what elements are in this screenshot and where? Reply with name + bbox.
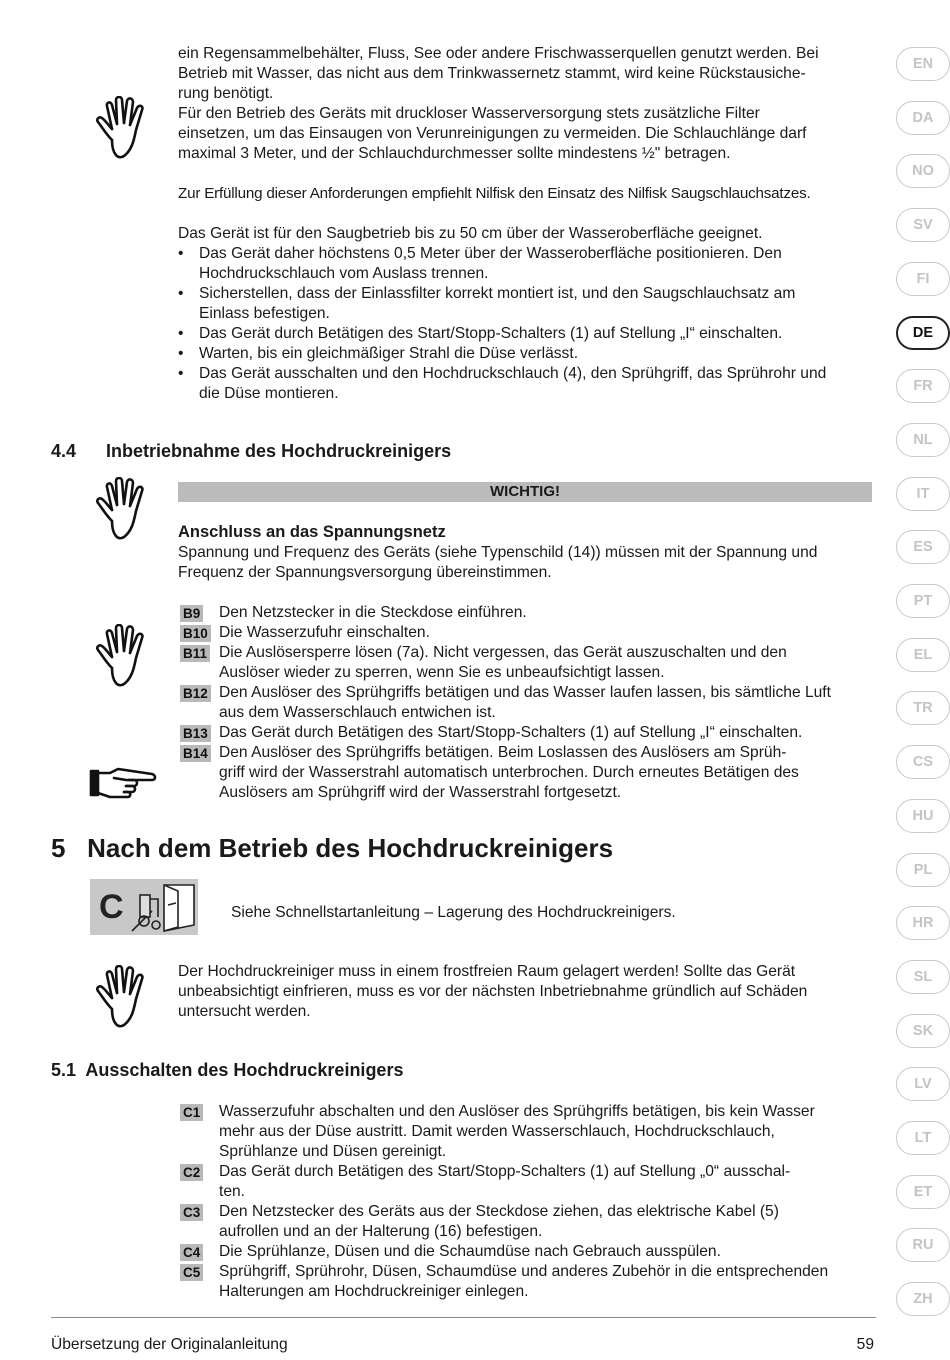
hand-icon: [94, 624, 154, 690]
language-tab-tr[interactable]: TR: [896, 691, 950, 725]
warning-line: untersucht werden.: [178, 1003, 311, 1020]
step-text: ten.: [219, 1183, 246, 1200]
step-text: Auslöser wieder zu sperren, wenn Sie es unbeaufsichtigt lassen.: [219, 664, 665, 681]
step-text: Den Netzstecker des Geräts aus der Steckdose ziehen, das elektrische Kabel (5): [219, 1203, 779, 1220]
language-tab-hu[interactable]: HU: [896, 799, 950, 833]
language-tab-no[interactable]: NO: [896, 154, 950, 188]
step-code: B9: [180, 605, 203, 622]
step-code: C5: [180, 1264, 203, 1281]
step-text: Die Sprühlanze, Düsen und die Schaumdüse nach Gebrauch ausspülen.: [219, 1243, 721, 1260]
step-code: B12: [180, 685, 211, 702]
step-item: [178, 683, 878, 723]
step-code: C2: [180, 1164, 203, 1181]
step-item: [178, 1202, 878, 1242]
language-tab-nl[interactable]: NL: [896, 423, 950, 457]
list-item-text: Das Gerät ausschalten und den Hochdruckschlauch (4), den Sprühgriff, das Sprührohr und: [199, 365, 827, 382]
language-tab-el[interactable]: EL: [896, 638, 950, 672]
intro-line: maximal 3 Meter, und der Schlauchdurchmesser sollte mindestens ½" betragen.: [178, 145, 731, 162]
language-tab-fr[interactable]: FR: [896, 369, 950, 403]
language-tab-da[interactable]: DA: [896, 101, 950, 135]
step-item: [178, 643, 878, 683]
step-text: Den Auslöser des Sprühgriffs betätigen und das Wasser laufen lassen, bis sämtliche Luft: [219, 684, 831, 701]
bullet-marker: •: [178, 245, 184, 262]
pointing-hand-icon: [88, 766, 158, 800]
language-tab-sl[interactable]: SL: [896, 960, 950, 994]
step-code: C1: [180, 1104, 203, 1121]
step-item: [178, 743, 878, 803]
step-item: [178, 1102, 878, 1162]
language-tab-de[interactable]: DE: [896, 316, 950, 350]
step-code: B14: [180, 745, 211, 762]
bullet-marker: •: [178, 325, 184, 342]
step-text: Die Wasserzufuhr einschalten.: [219, 624, 430, 641]
step-item: [178, 623, 878, 643]
intro-line: Betrieb mit Wasser, das nicht aus dem Trinkwassernetz stammt, wird keine Rückstausiche-: [178, 65, 806, 82]
footer-text: Übersetzung der Originalanleitung: [51, 1336, 288, 1353]
step-text: griff wird der Wasserstrahl automatisch unterbrochen. Durch erneutes Betätigen des: [219, 764, 799, 781]
bullet-marker: •: [178, 365, 184, 382]
warning-line: Der Hochdruckreiniger muss in einem frostfreien Raum gelagert werden! Sollte das Gerät: [178, 963, 796, 980]
hand-icon: [94, 477, 154, 543]
language-tab-es[interactable]: ES: [896, 530, 950, 564]
step-code: B13: [180, 725, 211, 742]
language-tab-en[interactable]: EN: [896, 47, 950, 81]
storage-illustration: [130, 881, 196, 933]
quickstart-storage-icon: [90, 879, 198, 935]
step-text: aus dem Wasserschlauch entwichen ist.: [219, 704, 496, 721]
step-item: [178, 1162, 878, 1202]
list-item: [178, 364, 878, 404]
step-text: Den Netzstecker in die Steckdose einführen.: [219, 604, 527, 621]
intro-line: Für den Betrieb des Geräts mit druckloser Wasserversorgung stets zusätzliche Filter: [178, 105, 760, 122]
step-text: Auslösers am Sprühgriff wird der Wasserstrahl fortgesetzt.: [219, 784, 622, 801]
language-tab-zh[interactable]: ZH: [896, 1282, 950, 1316]
step-code: C3: [180, 1204, 203, 1221]
step-text: Wasserzufuhr abschalten und den Auslöser des Sprühgriffs betätigen, bis kein Wasser: [219, 1103, 815, 1120]
list-item: [178, 344, 878, 364]
step-text: Halterungen am Hochdruckreiniger einlegen.: [219, 1283, 529, 1300]
step-text: mehr aus der Düse austritt. Damit werden Wasserschlauch, Hochdruckschlauch,: [219, 1123, 775, 1140]
section-heading: 5.1 Ausschalten des Hochdruckreinigers: [51, 1060, 404, 1080]
step-text: aufrollen und an der Halterung (16) befestigen.: [219, 1223, 543, 1240]
list-item-text: die Düse montieren.: [199, 385, 339, 402]
step-text: Sprühgriff, Sprührohr, Düsen, Schaumdüse und anderes Zubehör in die entsprechenden: [219, 1263, 829, 1280]
language-tab-lt[interactable]: LT: [896, 1121, 950, 1155]
step-code: C4: [180, 1244, 203, 1261]
language-tab-lv[interactable]: LV: [896, 1067, 950, 1101]
step-code: B11: [180, 645, 210, 662]
step-text: Sprühlanze und Düsen gereinigt.: [219, 1143, 447, 1160]
bullet-marker: •: [178, 285, 184, 302]
list-item-text: Einlass befestigen.: [199, 305, 330, 322]
page-number: 59: [856, 1336, 874, 1353]
footer-divider: [51, 1317, 876, 1318]
body-line: Spannung und Frequenz des Geräts (siehe Typenschild (14)) müssen mit der Spannung und: [178, 544, 818, 561]
step-text: Die Auslösersperre lösen (7a). Nicht vergessen, das Gerät auszuschalten und den: [219, 644, 787, 661]
subheading: Anschluss an das Spannungsnetz: [178, 523, 446, 541]
list-item-text: Warten, bis ein gleichmäßiger Strahl die Düse verlässt.: [199, 345, 579, 362]
list-item: [178, 284, 878, 324]
list-item-text: Hochdruckschlauch vom Auslass trennen.: [199, 265, 489, 282]
step-text: Das Gerät durch Betätigen des Start/Stopp-Schalters (1) auf Stellung „0“ ausschal-: [219, 1163, 791, 1180]
recommendation-text: Zur Erfüllung dieser Anforderungen empfiehlt Nilfisk den Einsatz des Nilfisk Saugschlauchsatzes.: [178, 185, 811, 202]
section-heading: 4.4 Inbetriebnahme des Hochdruckreinigers: [51, 441, 452, 461]
quickstart-letter: C: [99, 888, 124, 926]
language-tab-pt[interactable]: PT: [896, 584, 950, 618]
important-banner: WICHTIG!: [178, 482, 872, 502]
language-tab-sk[interactable]: SK: [896, 1014, 950, 1048]
language-tab-hr[interactable]: HR: [896, 906, 950, 940]
quickstart-text: Siehe Schnellstartanleitung – Lagerung des Hochdruckreinigers.: [231, 904, 676, 921]
language-tab-it[interactable]: IT: [896, 477, 950, 511]
step-text: Das Gerät durch Betätigen des Start/Stopp-Schalters (1) auf Stellung „I“ einschalten.: [219, 724, 803, 741]
language-tab-sv[interactable]: SV: [896, 208, 950, 242]
language-tab-pl[interactable]: PL: [896, 853, 950, 887]
step-item: [178, 1262, 878, 1302]
language-tab-ru[interactable]: RU: [896, 1228, 950, 1262]
list-item-text: Das Gerät durch Betätigen des Start/Stopp-Schalters (1) auf Stellung „I“ einschalten.: [199, 325, 783, 342]
step-code: B10: [180, 625, 211, 642]
intro-line: ein Regensammelbehälter, Fluss, See oder andere Frischwasserquellen genutzt werden. Bei: [178, 45, 819, 62]
language-tab-et[interactable]: ET: [896, 1175, 950, 1209]
language-tab-fi[interactable]: FI: [896, 262, 950, 296]
intro-line: einsetzen, um das Einsaugen von Verunreinigungen zu vermeiden. Die Schlauchlänge darf: [178, 125, 807, 142]
list-item: [178, 324, 878, 344]
list-item-text: Das Gerät daher höchstens 0,5 Meter über der Wasseroberfläche positionieren. Den: [199, 245, 782, 262]
list-item: [178, 244, 878, 284]
language-tab-cs[interactable]: CS: [896, 745, 950, 779]
bullet-marker: •: [178, 345, 184, 362]
warning-line: unbeabsichtigt einfrieren, muss es vor der nächsten Inbetriebnahme gründlich auf Schäden: [178, 983, 808, 1000]
body-line: Frequenz der Spannungsversorgung übereinstimmen.: [178, 564, 552, 581]
suction-text: Das Gerät ist für den Saugbetrieb bis zu 50 cm über der Wasseroberfläche geeignet.: [178, 225, 763, 242]
list-item-text: Sicherstellen, dass der Einlassfilter korrekt montiert ist, und den Saugschlauchsatz am: [199, 285, 796, 302]
step-item: [178, 723, 878, 743]
intro-line: rung benötigt.: [178, 85, 274, 102]
step-item: [178, 1242, 878, 1262]
step-text: Den Auslöser des Sprühgriffs betätigen. Beim Loslassen des Auslösers am Sprüh-: [219, 744, 787, 761]
step-item: [178, 603, 878, 623]
chapter-heading: 5 Nach dem Betrieb des Hochdruckreinigers: [51, 833, 614, 863]
hand-icon: [94, 965, 154, 1031]
hand-icon: [94, 96, 154, 162]
